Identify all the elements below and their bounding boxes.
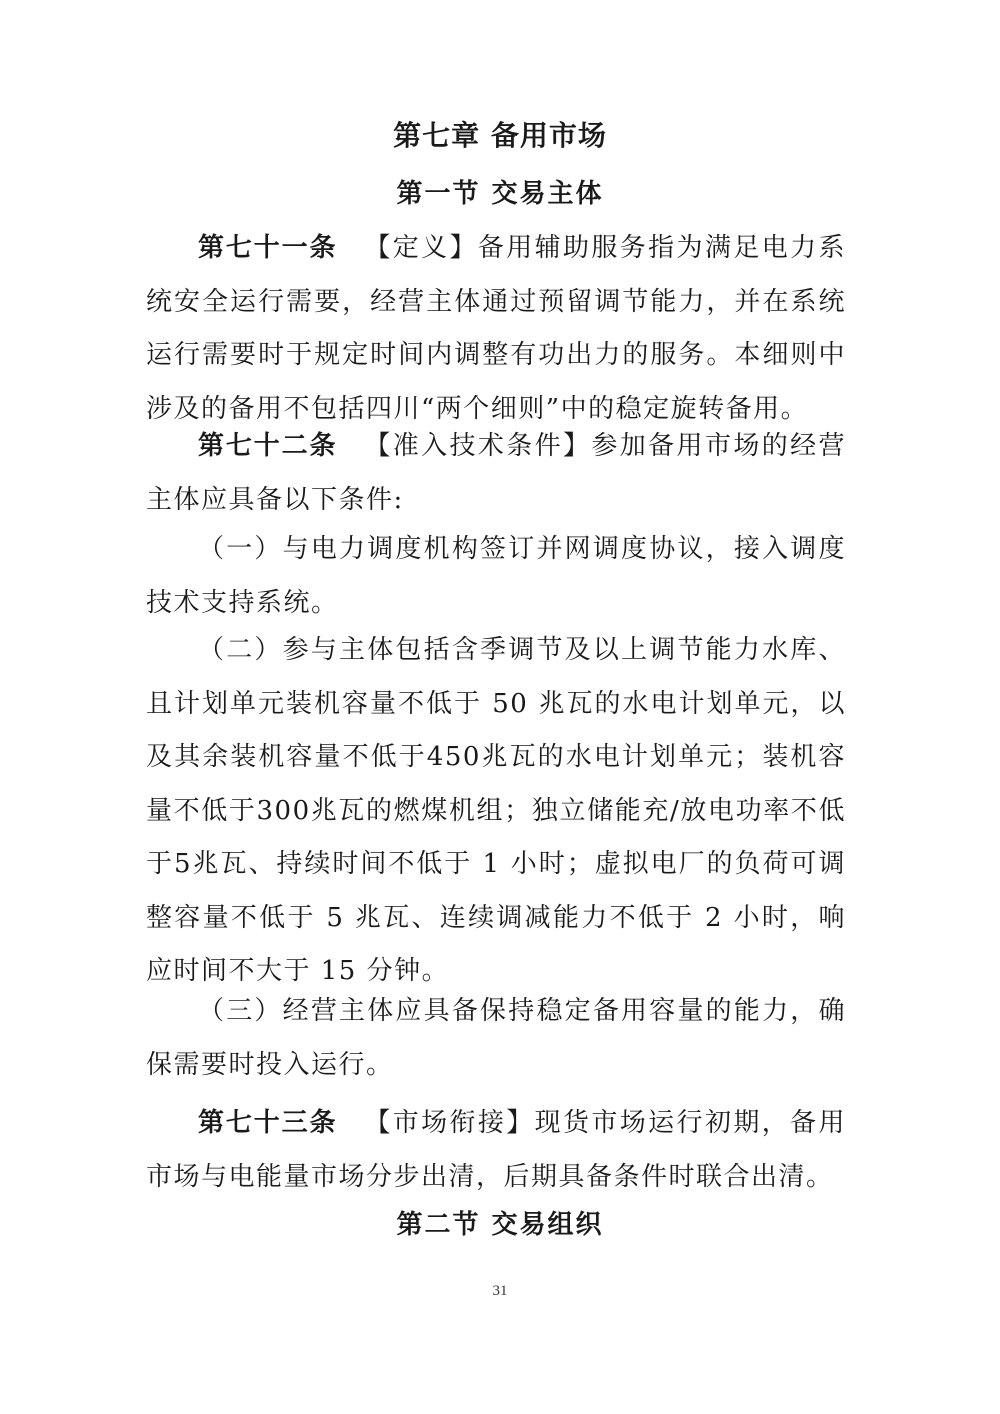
article-72-text: 【准入技术条件】参加备用市场的经营主体应具备以下条件: <box>146 431 846 515</box>
article-73 <box>146 1097 846 1204</box>
article-73-label: 第七十三条 <box>198 1108 338 1138</box>
article-71-text: 【定义】备用辅助服务指为满足电力系统安全运行需要，经营主体通过预留调节能力，并在系统运行需要时于规定时间内调整有功出力的服务。本细则中涉及的备用不包括四川“两个细则”中的稳定旋转备用。 <box>146 233 846 424</box>
article-72-label: 第七十二条 <box>198 431 338 461</box>
section-title-trading-entities: 第一节 交易主体 <box>396 179 604 209</box>
page-number: 31 <box>492 1283 508 1299</box>
article-72-item-1: （一）与电力调度机构签订并网调度协议，接入调度技术支持系统。 <box>146 534 846 618</box>
article-71-label: 第七十一条 <box>198 233 338 263</box>
article-73-text: 【市场衔接】现货市场运行初期，备用市场与电能量市场分步出清，后期具备条件时联合出清。 <box>146 1108 846 1192</box>
article-72-item-2: （二）参与主体包括含季调节及以上调节能力水库、且计划单元装机容量不低于 50 兆瓦的水电计划单元，以及其余装机容量不低于450兆瓦的水电计划单元；装机容量不低于300兆瓦的燃煤机组；独立储能充/放电功率不低于5兆瓦、持续时间不低于 1 小时；虚拟电厂的负荷可调整容量不低于 5 兆瓦、连续调减能力不低于 2 小时，响应时间不大于 15 分钟。 <box>146 635 846 986</box>
article-71 <box>146 222 846 436</box>
article-72 <box>146 420 846 527</box>
section-title-trading-organization: 第二节 交易组织 <box>396 1210 604 1240</box>
article-72-item-3: （三）经营主体应具备保持稳定备用容量的能力，确保需要时投入运行。 <box>146 996 846 1080</box>
chapter-title: 第七章 备用市场 <box>393 119 607 152</box>
